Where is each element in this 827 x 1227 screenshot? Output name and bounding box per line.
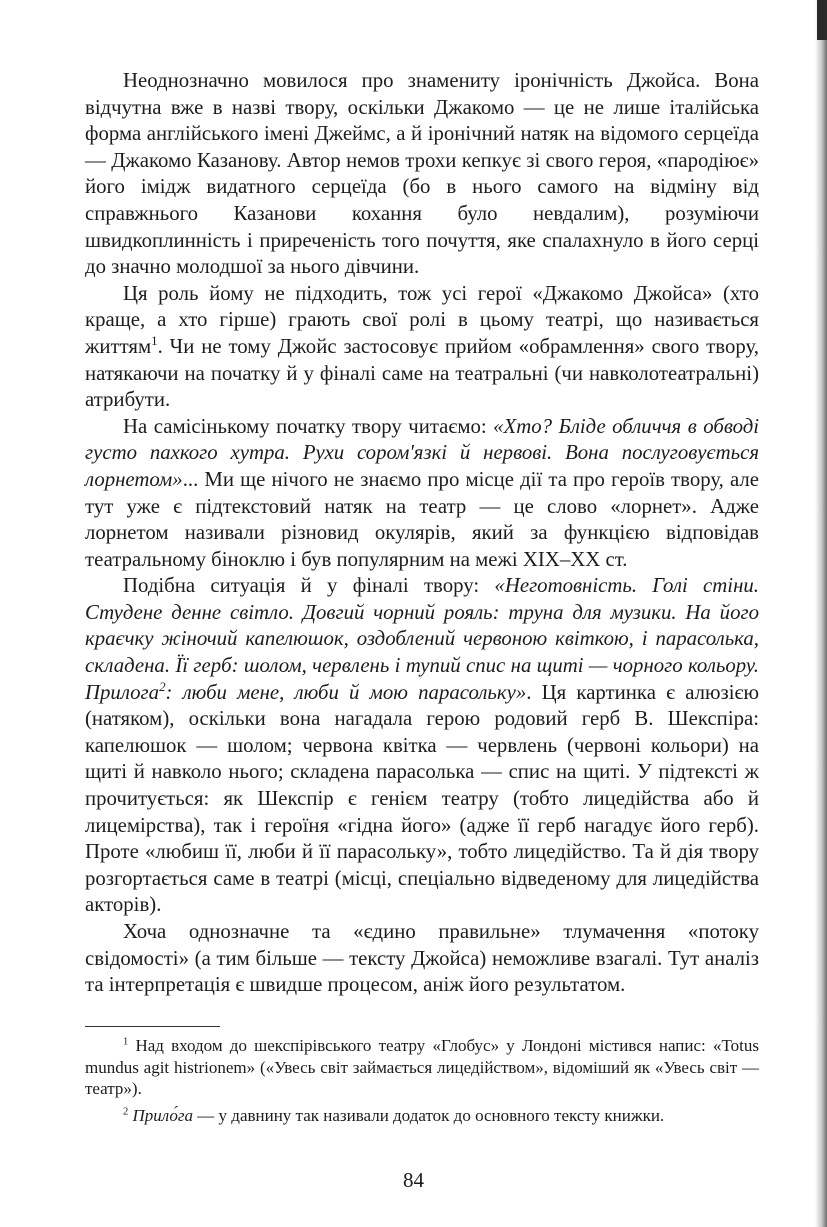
quote-finale-part-2: : люби мене, люби й мою парасольку» [165, 680, 527, 704]
paragraph-2-text: Ця роль йому не підходить, тож усі герої «Джакомо Джойса» (хто краще, а хто гірше) грають свої ролі в цьому театрі, що називається життям [85, 281, 759, 358]
footnote-1-marker: 1 [123, 1036, 129, 1048]
paragraph-1: Неоднозначно мовилося про знамениту іронічність Джойса. Вона відчутна вже в назві твору, оскільки Джакомо — це не лише італійська форма англійського імені Джеймс, а й іронічний натяк на відомого серцеїда — Джакомо Казанову. Автор немов трохи кепкує зі свого героя, «пародіює» його імідж видатного серцеїда (бо в нього самого на відміну від справжнього Казанови кохання було невдалим), розуміючи швидкоплинність і приреченість того почуття, яке спалахнуло в його серці до значно молодшої за нього дівчини. [85, 69, 759, 279]
paragraph-2-text-cont: . Чи не тому Джойс застосовує прийом «обрамлення» свого твору, натякаючи на початку й у фіналі саме на театральні (чи навколотеатральні) атрибути. [85, 334, 759, 412]
quote-opening: «Хто? Бліде обличчя в обводі густо пахкого хутра. Рухи сором'язкі й нервові. Вона послуговується лорнетом» [85, 414, 759, 491]
footnote-1 [85, 1035, 759, 1100]
paragraph-5: Хоча однозначне та «єдино правильне» тлумачення «потоку свідомості» (а тим більше — тексту Джойса) неможливе взагалі. Тут аналіз та інтерпретація є швидше процесом, аніж його результатом. [85, 920, 759, 997]
page-edge-shadow [815, 0, 827, 1227]
footnote-2-marker: 2 [123, 1105, 129, 1117]
footnote-2 [85, 1105, 759, 1127]
paragraph-3 [85, 414, 759, 574]
quote-finale-part-1: «Неготовність. Голі стіни. Студене денне світло. Довгий чорний рояль: труна для музики. На його краєчку жіночий капелюшок, оздоблений червоною квіткою, і парасолька, складена. Її герб: шолом, червлень і тупий спис на щиті — чорного кольору. Прилога [85, 574, 759, 704]
footnote-ref-1: 1 [151, 334, 158, 349]
paragraph-4-text-cont: . Ця картинка є алюзією (натяком), оскільки вона нагадала герою родовий герб В. Шекспіра: капелюшок — шолом; червона квітка — червлень (червоні кольори) на щиті й навколо нього; складена парасолька — спис на щиті. У підтексті ж прочитується: як Шекспір є генієм театру (тобто лицедійства або й лицемірства), так і героїня «гідна його» (адже її герб нагадує його герб). Проте «любиш її, люби й її парасольку», тобто лицедійство. Та й дія твору розгортається саме в театрі (місці, спеціально відведеному для лицедійства акторів). [85, 680, 760, 917]
paragraph-3-text-cont: ... Ми ще нічого не знаємо про місце дії та про героїв твору, але тут уже є підтекстовий натяк на театр — це слово «лорнет». Адже лорнетом називали різновид окулярів, який за функцією відповідав театральному біноклю і був популярним на межі XIX–XX ст. [85, 467, 759, 571]
page-number: 84 [403, 1168, 424, 1192]
footnote-divider [85, 1026, 220, 1027]
footnote-2-text: — у давнину так називали додаток до основного тексту книжки. [193, 1105, 665, 1125]
paragraph-2 [85, 281, 759, 414]
footnote-1-text: Над входом до шекспірівського театру «Глобус» у Лондоні містився напис: «Totus mundus agit histrionem» («Увесь світ займається лицедійством», відоміший як «Увесь світ — театр»). [85, 1036, 759, 1098]
footnote-ref-2: 2 [159, 679, 166, 694]
main-text [85, 68, 759, 999]
page-edge-corner [817, 0, 827, 40]
paragraph-4 [85, 573, 759, 919]
footnotes [85, 1026, 759, 1131]
paragraph-4-text: Подібна ситуація й у фіналі твору: [123, 574, 495, 598]
footnote-2-term: Прило́га [132, 1105, 194, 1125]
paragraph-3-text: На самісінькому початку твору читаємо: [123, 414, 494, 438]
